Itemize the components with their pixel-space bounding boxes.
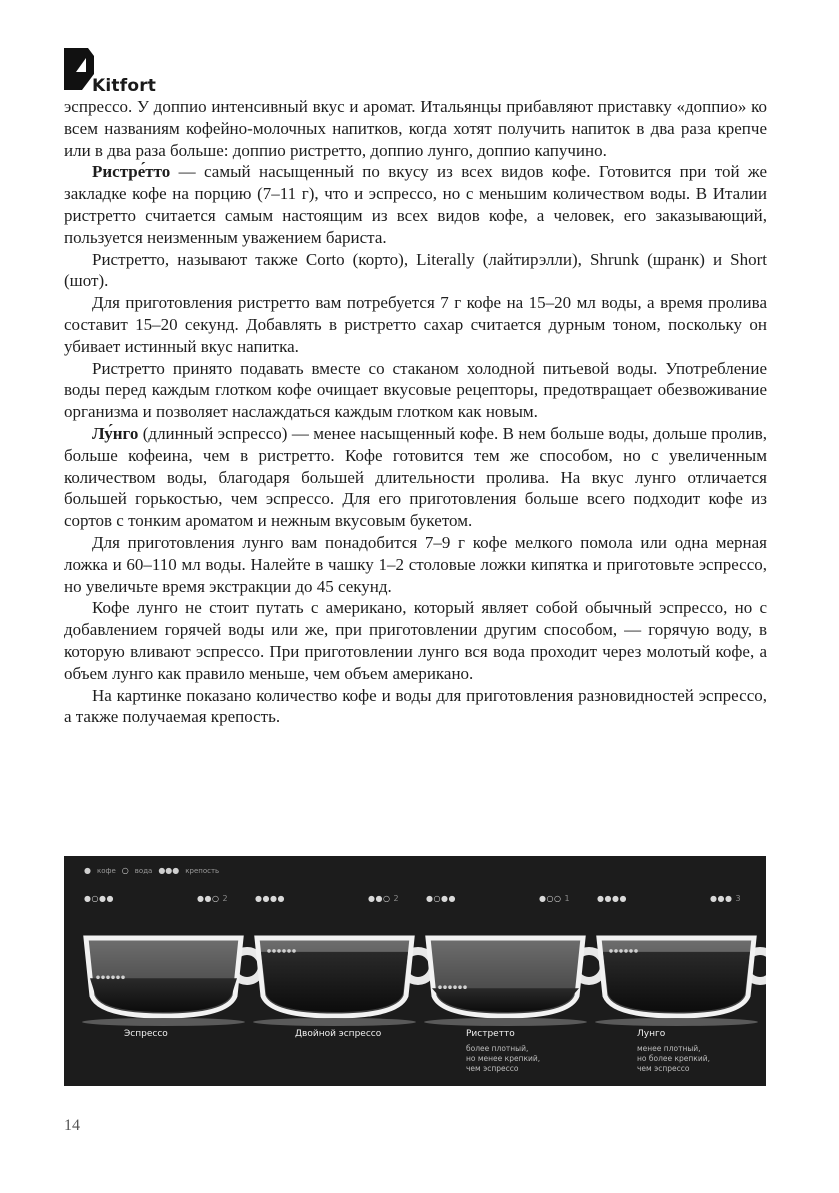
cup xyxy=(424,938,604,1026)
cup-title: Лунго xyxy=(637,1029,666,1039)
body-text xyxy=(64,96,767,728)
paragraph xyxy=(64,161,767,248)
crema-bead xyxy=(624,949,628,953)
legend xyxy=(84,866,219,875)
page-number: 14 xyxy=(64,1117,80,1134)
strength-value: 3 xyxy=(732,894,742,903)
coffee-infographic xyxy=(64,856,766,1086)
cup-saucer xyxy=(253,1018,416,1026)
cup-title: Эспрессо xyxy=(124,1029,168,1039)
coffee-level xyxy=(261,952,408,1012)
crema-bead xyxy=(267,949,271,953)
strength-dots: ●●● xyxy=(710,894,733,903)
strength-indicator xyxy=(539,894,570,903)
paragraph-text: Кофе лунго не стоит путать с американо, который являет собой обычный эспрессо, но с добавлением горячей воды или же, при приготовлении другим способом, — горячую воду, в которую вливают эспрессо. При приготовлении лунго вся вода проходит через молотый кофе, а объем лунго как правило меньше, чем объем американо. xyxy=(64,598,767,683)
paragraph-text: Для приготовления ристретто вам потребуется 7 г кофе на 15–20 мл воды, а время пролива составит 15–20 секунд. Добавлять в ристретто сахар считается дурным тоном, поскольку он убивает истинный вкус напитка. xyxy=(64,293,767,356)
crema-bead xyxy=(609,949,613,953)
crema-bead xyxy=(443,985,447,989)
crema-bead xyxy=(282,949,286,953)
cup xyxy=(595,938,766,1026)
paragraph-text: На картинке показано количество кофе и воды для приготовления разновидностей эспрессо, а также получаемая крепость. xyxy=(64,685,767,727)
cup-title: Двойной эспрессо xyxy=(295,1029,382,1039)
crema-bead xyxy=(458,985,462,989)
cup-note: менее плотный, но более крепкий, чем эспрессо xyxy=(637,1044,710,1073)
term: Лу́нго xyxy=(92,423,139,443)
paragraph-text: Ристретто, называют также Corto (корто), Literally (лайтирэлли), Shrunk (шранк) и Short (шот). xyxy=(64,249,767,291)
crema-bead xyxy=(614,949,618,953)
kitfort-logo xyxy=(64,48,184,98)
kitfort-logo-mark-icon xyxy=(64,48,94,90)
paragraph xyxy=(64,358,767,423)
strength-indicator xyxy=(710,894,741,903)
cup xyxy=(253,938,433,1026)
crema-bead xyxy=(629,949,633,953)
paragraph xyxy=(64,532,767,597)
paragraph xyxy=(64,292,767,357)
cup-note: более плотный, но менее крепкий, чем эспрессо xyxy=(466,1044,541,1073)
crema-bead xyxy=(619,949,623,953)
brand-name: Kitfort xyxy=(92,76,157,96)
crema-bead xyxy=(438,985,442,989)
paragraph xyxy=(64,597,767,684)
legend-strength: крепость xyxy=(185,866,220,875)
cup-saucer xyxy=(595,1018,758,1026)
crema-bead xyxy=(448,985,452,989)
paragraph-text: (длинный эспрессо) — менее насыщенный кофе. В нем больше воды, дольше пролив, больше кофеина, чем в ристретто. Кофе готовится тем же способом, но с увеличенным количеством воды, благодаря большей длительности пролива. На вкус лунго отличается большей горькостью, чем эспрессо. Для его приготовления больше всего подходит кофе из сортов с тонким ароматом и нежным вкусовым букетом. xyxy=(64,423,767,531)
water-legend-icon: ○ xyxy=(121,866,129,875)
crema-bead xyxy=(453,985,457,989)
coffee-water-indicator: ●○●● xyxy=(426,894,456,903)
cup-saucer xyxy=(424,1018,587,1026)
strength-indicator xyxy=(368,894,399,903)
legend-water: вода xyxy=(134,866,153,875)
crema-bead xyxy=(106,976,110,980)
coffee-water-indicator: ●○●● xyxy=(84,894,114,903)
crema-bead xyxy=(277,949,281,953)
cup xyxy=(82,938,262,1026)
crema-bead xyxy=(111,976,115,980)
paragraph xyxy=(64,249,767,293)
strength-value: 2 xyxy=(219,894,229,903)
paragraph xyxy=(64,685,767,729)
paragraph-text: Ристретто принято подавать вместе со стаканом холодной питьевой воды. Употребление воды перед каждым глотком кофе очищает вкусовые рецепторы, предотвращает обезвоживание организма и позволяет наслаждаться каждым глотком как новым. xyxy=(64,358,767,422)
strength-dots: ●●○ xyxy=(368,894,391,903)
strength-legend-icon: ●●● xyxy=(158,866,180,875)
coffee-water-indicator: ●●●● xyxy=(255,894,285,903)
paragraph-text: — самый насыщенный по вкусу из всех видов кофе. Готовится при той же закладке кофе на порцию (7–11 г), что и эспрессо, но с меньшим количеством воды. В Италии ристретто считается самым настоящим из всех видов кофе, а человек, его заказывающий, пользуется неизменным уважением бариста. xyxy=(64,162,767,247)
legend-coffee: кофе xyxy=(96,866,116,875)
crema-bead xyxy=(121,976,125,980)
strength-value: 1 xyxy=(561,894,571,903)
strength-dots: ●●○ xyxy=(197,894,220,903)
crema-bead xyxy=(96,976,100,980)
crema-bead xyxy=(634,949,638,953)
paragraph xyxy=(64,96,767,161)
cup-title: Ристретто xyxy=(466,1029,515,1039)
strength-dots: ●○○ xyxy=(539,894,562,903)
paragraph-text: эспрессо. У доппио интенсивный вкус и аромат. Итальянцы прибавляют приставку «доппио» ко всем названиям кофейно-молочных напитков, когда хотят получить напиток в два раза крепче или в два раза больше: доппио ристретто, доппио лунго, доппио капучино. xyxy=(64,97,767,160)
paragraph-text: Для приготовления лунго вам понадобится 7–9 г кофе мелкого помола или одна мерная ложка и 60–110 мл воды. Налейте в чашку 1–2 столовые ложки кипятка и приготовьте эспрессо, но увеличьте время экстракции до 45 секунд. xyxy=(64,532,767,596)
strength-indicator xyxy=(197,894,228,903)
paragraph xyxy=(64,423,767,532)
strength-value: 2 xyxy=(390,894,400,903)
coffee-level xyxy=(603,952,750,1012)
coffee-water-indicator: ●●●● xyxy=(597,894,627,903)
crema-bead xyxy=(101,976,105,980)
crema-bead xyxy=(287,949,291,953)
cup-saucer xyxy=(82,1018,245,1026)
crema-bead xyxy=(292,949,296,953)
coffee-legend-icon: ● xyxy=(84,866,91,875)
crema-bead xyxy=(116,976,120,980)
crema-bead xyxy=(272,949,276,953)
crema-bead xyxy=(463,985,467,989)
term: Ристре́тто xyxy=(92,162,171,182)
